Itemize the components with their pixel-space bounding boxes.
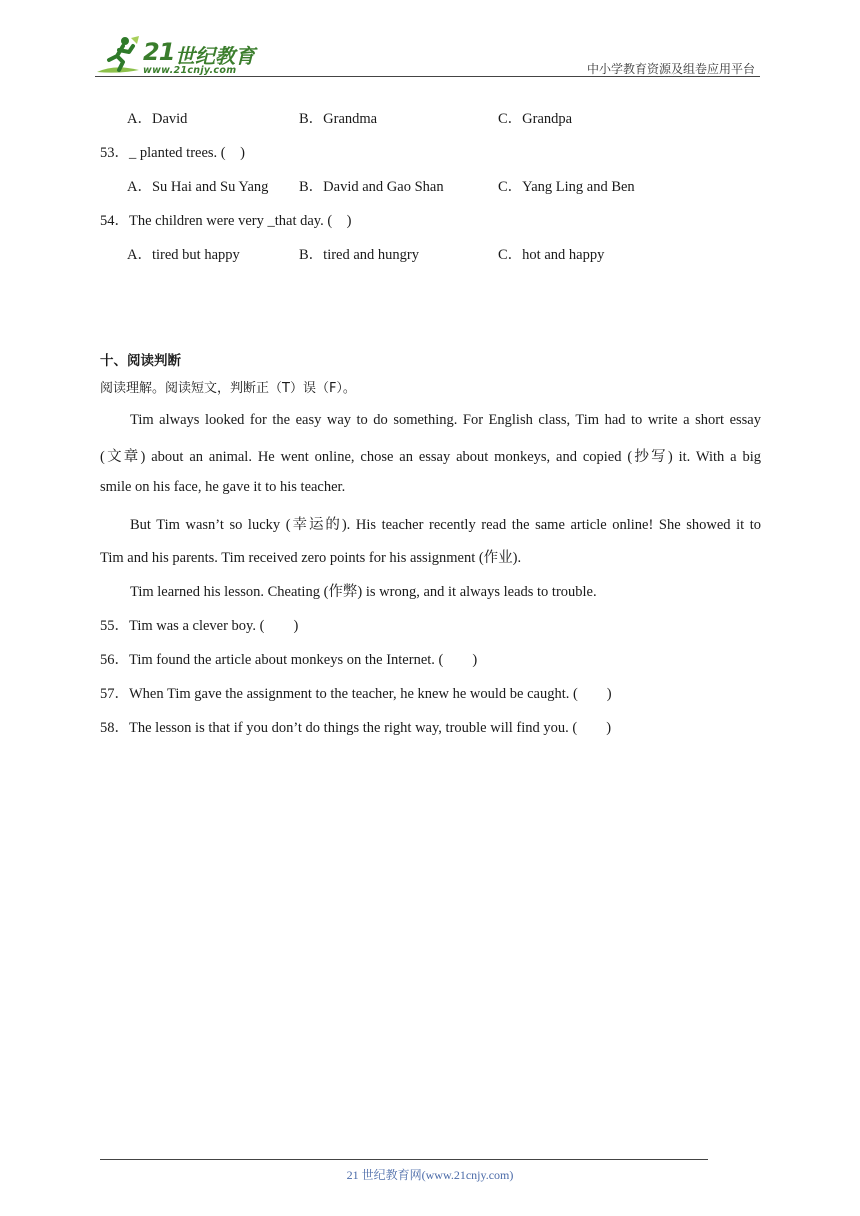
passage-line: Tim learned his lesson. Cheating (作弊) is wrong, and it always leads to trouble. <box>130 584 597 600</box>
option-b[interactable]: B．David and Gao Shan <box>299 179 444 195</box>
option-c[interactable]: C．Grandpa <box>498 111 573 127</box>
passage-line: smile on his face, he gave it to his teacher. <box>100 479 346 495</box>
header-divider <box>95 76 760 77</box>
passage-line: But Tim wasn’t so lucky (幸运的). His teacher recently read the same article online! She showed it to <box>130 517 761 533</box>
option-c[interactable]: C．Yang Ling and Ben <box>498 179 635 195</box>
question-53-stem: 53．_ planted trees. ( ) <box>100 145 245 161</box>
runner-logo-icon <box>95 34 143 78</box>
passage-line: Tim always looked for the easy way to do something. For English class, Tim had to write a short essay <box>130 412 761 428</box>
footer-divider <box>100 1159 708 1160</box>
logo <box>95 34 265 78</box>
logo-number: 21 <box>143 38 175 66</box>
statement-58: 58．The lesson is that if you don’t do things the right way, trouble will find you. ( ) <box>100 720 612 736</box>
passage-line: (文章) about an animal. He went online, chose an essay about monkeys, and copied (抄写) it. With a big <box>100 449 761 465</box>
option-a[interactable]: A．tired but happy <box>127 247 240 263</box>
option-a[interactable]: A．Su Hai and Su Yang <box>127 179 269 195</box>
option-a[interactable]: A．David <box>127 111 188 127</box>
option-b[interactable]: B．Grandma <box>299 111 378 127</box>
logo-text: 世纪教育 <box>175 44 255 68</box>
option-c[interactable]: C．hot and happy <box>498 247 605 263</box>
option-b[interactable]: B．tired and hungry <box>299 247 420 263</box>
statement-57: 57．When Tim gave the assignment to the teacher, he knew he would be caught. ( ) <box>100 686 612 702</box>
section-instruction: 阅读理解。阅读短文，判断正（T）误（F）。 <box>100 381 356 396</box>
section-title: 十、阅读判断 <box>100 353 181 369</box>
statement-55: 55．Tim was a clever boy. ( ) <box>100 618 299 634</box>
question-54-stem: 54．The children were very _that day. ( ) <box>100 213 352 229</box>
passage-line: Tim and his parents. Tim received zero points for his assignment (作业). <box>100 550 522 566</box>
logo-url: www.21cnjy.com <box>143 65 237 76</box>
footer-text[interactable]: 21 世纪教育网(www.21cnjy.com) <box>346 1168 514 1182</box>
statement-56: 56．Tim found the article about monkeys on the Internet. ( ) <box>100 652 478 668</box>
header-platform-text: 中小学教育资源及组卷应用平台 <box>586 62 755 76</box>
page-header <box>95 30 760 80</box>
